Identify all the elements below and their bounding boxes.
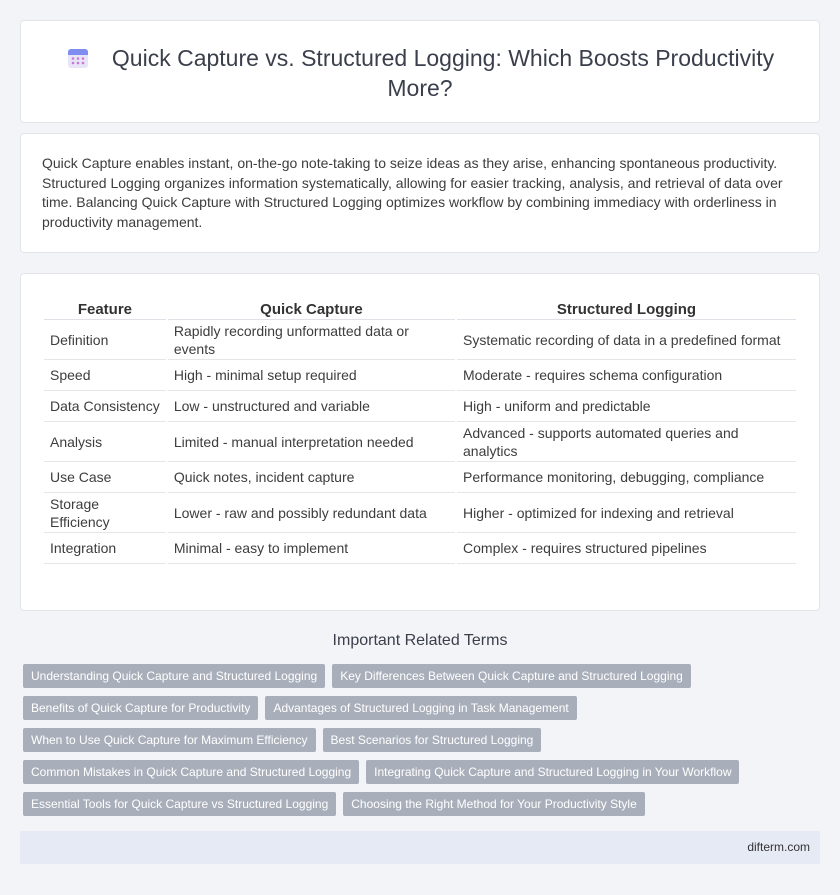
quick-capture-cell: Lower - raw and possibly redundant data xyxy=(168,493,455,533)
structured-logging-cell: Higher - optimized for indexing and retrieval xyxy=(457,493,796,533)
table-row xyxy=(44,493,796,533)
feature-cell: Storage Efficiency xyxy=(44,493,166,533)
quick-capture-cell: Low - unstructured and variable xyxy=(168,391,455,422)
quick-capture-cell: Rapidly recording unformatted data or events xyxy=(168,320,455,360)
intro-card xyxy=(20,133,820,253)
tag-link[interactable]: Advantages of Structured Logging in Task Management xyxy=(265,696,576,720)
tag-link[interactable]: Key Differences Between Quick Capture and Structured Logging xyxy=(332,664,691,688)
structured-logging-cell: High - uniform and predictable xyxy=(457,391,796,422)
tag-link[interactable]: Best Scenarios for Structured Logging xyxy=(323,728,542,752)
tag-row xyxy=(23,792,813,816)
related-terms-tags xyxy=(23,664,813,824)
structured-logging-cell: Performance monitoring, debugging, compliance xyxy=(457,462,796,493)
table-row xyxy=(44,462,796,493)
tag-link[interactable]: Benefits of Quick Capture for Productivity xyxy=(23,696,258,720)
header-feature: Feature xyxy=(44,296,166,320)
quick-capture-cell: Quick notes, incident capture xyxy=(168,462,455,493)
tag-link[interactable]: Understanding Quick Capture and Structured Logging xyxy=(23,664,325,688)
tag-link[interactable]: Choosing the Right Method for Your Productivity Style xyxy=(343,792,645,816)
table-row xyxy=(44,391,796,422)
page-title-wrap xyxy=(51,43,789,103)
feature-cell: Speed xyxy=(44,360,166,391)
comparison-card xyxy=(20,273,820,611)
footer xyxy=(20,831,820,864)
quick-capture-cell: Minimal - easy to implement xyxy=(168,533,455,564)
tag-link[interactable]: Integrating Quick Capture and Structured Logging in Your Workflow xyxy=(366,760,739,784)
tag-row xyxy=(23,696,813,720)
header-structured-logging: Structured Logging xyxy=(457,296,796,320)
structured-logging-cell: Complex - requires structured pipelines xyxy=(457,533,796,564)
feature-cell: Definition xyxy=(44,320,166,360)
footer-site-link[interactable]: difterm.com xyxy=(747,840,810,854)
header-quick-capture: Quick Capture xyxy=(168,296,455,320)
table-header-row xyxy=(44,296,796,320)
structured-logging-cell: Moderate - requires schema configuration xyxy=(457,360,796,391)
tag-link[interactable]: When to Use Quick Capture for Maximum Efficiency xyxy=(23,728,316,752)
quick-capture-cell: High - minimal setup required xyxy=(168,360,455,391)
tag-row xyxy=(23,728,813,752)
quick-capture-cell: Limited - manual interpretation needed xyxy=(168,422,455,462)
table-row xyxy=(44,360,796,391)
structured-logging-cell: Advanced - supports automated queries and analytics xyxy=(457,422,796,462)
structured-logging-cell: Systematic recording of data in a predefined format xyxy=(457,320,796,360)
related-terms-heading: Important Related Terms xyxy=(332,632,508,649)
intro-paragraph: Quick Capture enables instant, on-the-go note-taking to seize ideas as they arise, enhancing spontaneous productivity. Structured Logging organizes information systematically, allowing for easier tracking, analysis, and retrieval of data over time. Balancing Quick Capture with Structured Logging optimizes workflow by combining immediacy with orderliness in productivity management. xyxy=(42,155,783,230)
table-row xyxy=(44,533,796,564)
table-row xyxy=(44,320,796,360)
comparison-table xyxy=(42,296,798,564)
tag-row xyxy=(23,760,813,784)
page-title: Quick Capture vs. Structured Logging: Which Boosts Productivity More? xyxy=(111,45,775,101)
tag-link[interactable]: Common Mistakes in Quick Capture and Structured Logging xyxy=(23,760,359,784)
calendar-icon xyxy=(66,46,90,70)
feature-cell: Data Consistency xyxy=(44,391,166,422)
table-row xyxy=(44,422,796,462)
tag-link[interactable]: Essential Tools for Quick Capture vs Structured Logging xyxy=(23,792,336,816)
tag-row xyxy=(23,664,813,688)
feature-cell: Analysis xyxy=(44,422,166,462)
title-card xyxy=(20,20,820,123)
feature-cell: Integration xyxy=(44,533,166,564)
feature-cell: Use Case xyxy=(44,462,166,493)
